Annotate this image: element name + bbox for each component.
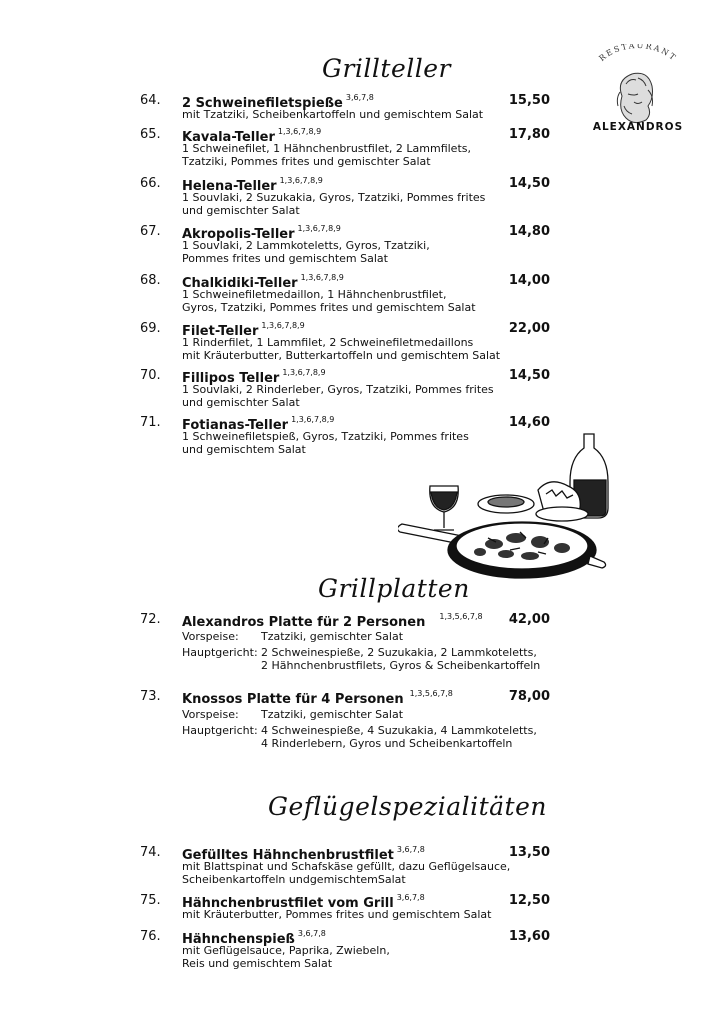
item-price: 15,50 <box>508 93 550 108</box>
allergen-codes: 3,6,7,8 <box>396 845 425 854</box>
allergen-codes: 1,3,5,6,7,8 <box>409 689 453 698</box>
item-name-text: Filet-Teller <box>182 324 259 339</box>
item-name <box>182 689 453 707</box>
item-price: 14,60 <box>508 415 550 430</box>
section-heading-gefluegel: Geflügelspezialitäten <box>268 792 547 821</box>
item-number: 71. <box>140 415 161 430</box>
item-number: 76. <box>140 929 161 944</box>
section-heading-grillplatten: Grillplatten <box>318 574 470 603</box>
item-price: 17,80 <box>508 127 550 142</box>
item-number: 68. <box>140 273 161 288</box>
item-description: mit Blattspinat und Schafskäse gefüllt, dazu Geflügelsauce, Scheibenkartoffeln undgemischtemSalat <box>182 860 511 886</box>
main-label: Hauptgericht: <box>182 724 258 737</box>
item-name-text: Akropolis-Teller <box>182 227 295 242</box>
item-price: 78,00 <box>508 689 550 704</box>
allergen-codes: 3,6,7,8 <box>396 893 425 902</box>
allergen-codes: 1,3,6,7,8,9 <box>282 368 326 377</box>
grill-platter-icon <box>398 428 610 588</box>
starter-text: Tzatziki, gemischter Salat <box>261 708 404 721</box>
allergen-codes: 1,3,6,7,8,9 <box>300 273 344 282</box>
item-price: 14,80 <box>508 224 550 239</box>
item-name <box>182 612 483 630</box>
item-description: 1 Schweinefiletspieß, Gyros, Tzatziki, Pommes frites und gemischtem Salat <box>182 430 469 456</box>
item-number: 66. <box>140 176 161 191</box>
item-number: 65. <box>140 127 161 142</box>
allergen-codes: 3,6,7,8 <box>345 93 374 102</box>
main-text: 2 Schweinespieße, 2 Suzukakia, 2 Lammkoteletts, 2 Hähnchenbrustfilets, Gyros & Scheibenkartoffeln <box>261 646 541 672</box>
item-name-text: Helena-Teller <box>182 179 277 194</box>
allergen-codes: 1,3,6,7,8,9 <box>279 176 323 185</box>
item-price: 14,00 <box>508 273 550 288</box>
item-number: 73. <box>140 689 161 704</box>
food-illustration <box>398 428 610 588</box>
item-price: 13,50 <box>508 845 550 860</box>
item-name-text: Knossos Platte für 4 Personen <box>182 692 404 707</box>
logo-arc-text: RESTAURANT <box>597 44 679 64</box>
item-name-text: Kavala-Teller <box>182 130 275 145</box>
item-price: 12,50 <box>508 893 550 908</box>
item-name-text: Fillipos Teller <box>182 371 280 386</box>
section-heading-grillteller: Grillteller <box>322 54 451 83</box>
item-name-text: Chalkidiki-Teller <box>182 276 298 291</box>
item-description: 1 Schweinefilet, 1 Hähnchenbrustfilet, 2 Lammfilets, Tzatziki, Pommes frites und gemischter Salat <box>182 142 471 168</box>
allergen-codes: 1,3,6,7,8,9 <box>261 321 305 330</box>
allergen-codes: 1,3,5,6,7,8 <box>439 612 483 621</box>
allergen-codes: 1,3,6,7,8,9 <box>277 127 322 136</box>
item-price: 14,50 <box>508 176 550 191</box>
starter-label: Vorspeise: <box>182 630 239 643</box>
item-price: 14,50 <box>508 368 550 383</box>
item-name-text: Alexandros Platte für 2 Personen <box>182 615 426 630</box>
item-name-text: Fotianas-Teller <box>182 418 289 433</box>
restaurant-logo <box>578 44 698 139</box>
allergen-codes: 1,3,6,7,8,9 <box>291 415 335 424</box>
item-description: 1 Rinderfilet, 1 Lammfilet, 2 Schweinefiletmedaillons mit Kräuterbutter, Butterkartoffeln und gemischtem Salat <box>182 336 501 362</box>
item-description: 1 Souvlaki, 2 Suzukakia, Gyros, Tzatziki, Pommes frites und gemischter Salat <box>182 191 486 217</box>
item-description: 1 Schweinefiletmedaillon, 1 Hähnchenbrustfilet, Gyros, Tzatziki, Pommes frites und gemischtem Salat <box>182 288 476 314</box>
item-number: 64. <box>140 93 161 108</box>
item-price: 13,60 <box>508 929 550 944</box>
allergen-codes: 3,6,7,8 <box>297 929 326 938</box>
item-price: 22,00 <box>508 321 550 336</box>
allergen-codes: 1,3,6,7,8,9 <box>297 224 341 233</box>
item-description: mit Geflügelsauce, Paprika, Zwiebeln, Reis und gemischtem Salat <box>182 944 390 970</box>
item-description: mit Kräuterbutter, Pommes frites und gemischtem Salat <box>182 908 492 921</box>
item-number: 69. <box>140 321 161 336</box>
item-number: 70. <box>140 368 161 383</box>
starter-text: Tzatziki, gemischter Salat <box>261 630 404 643</box>
main-label: Hauptgericht: <box>182 646 258 659</box>
item-number: 75. <box>140 893 161 908</box>
item-number: 74. <box>140 845 161 860</box>
item-name-text: Gefülltes Hähnchenbrustfilet <box>182 848 394 863</box>
item-number: 67. <box>140 224 161 239</box>
item-number: 72. <box>140 612 161 627</box>
starter-label: Vorspeise: <box>182 708 239 721</box>
item-description: 1 Souvlaki, 2 Lammkoteletts, Gyros, Tzatziki, Pommes frites und gemischtem Salat <box>182 239 430 265</box>
item-price: 42,00 <box>508 612 550 627</box>
item-name-text: Hähnchenspieß <box>182 932 295 947</box>
logo-name: ALEXANDROS <box>592 121 684 133</box>
main-text: 4 Schweinespieße, 4 Suzukakia, 4 Lammkoteletts, 4 Rinderlebern, Gyros und Scheibenkartoffeln <box>261 724 537 750</box>
item-name-text: 2 Schweinefiletspieße <box>182 96 343 111</box>
item-description: mit Tzatziki, Scheibenkartoffeln und gemischtem Salat <box>182 108 484 121</box>
item-description: 1 Souvlaki, 2 Rinderleber, Gyros, Tzatziki, Pommes frites und gemischter Salat <box>182 383 494 409</box>
item-name-text: Hähnchenbrustfilet vom Grill <box>182 896 394 911</box>
